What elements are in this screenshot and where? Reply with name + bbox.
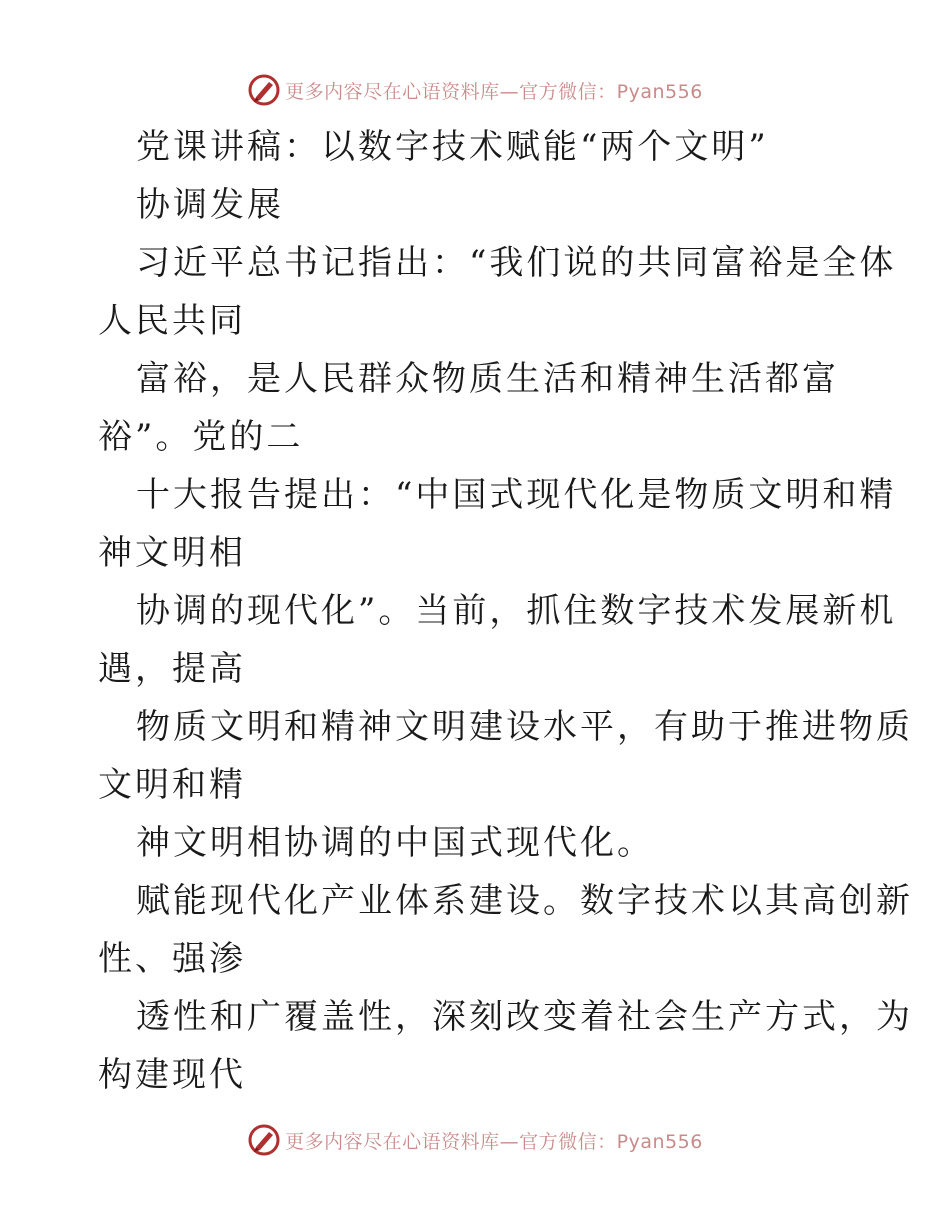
paragraph-line: 习近平总书记指出：“我们说的共同富裕是全体 bbox=[136, 243, 897, 283]
paragraph-line: 物质文明和精神文明建设水平，有助于推进物质 bbox=[136, 707, 913, 747]
paragraph-line: 富裕，是人民群众物质生活和精神生活都富 bbox=[136, 359, 839, 399]
paragraph-line: 神文明相协调的中国式现代化。 bbox=[136, 823, 654, 863]
paragraph-line: 人民共同 bbox=[98, 301, 246, 341]
document-body bbox=[98, 118, 913, 1104]
paragraph-line: 十大报告提出：“中国式现代化是物质文明和精 bbox=[136, 475, 897, 515]
footer-watermark bbox=[0, 1120, 950, 1160]
paragraph-line: 神文明相 bbox=[98, 533, 246, 573]
paragraph-line: 文明和精 bbox=[98, 765, 246, 805]
pen-logo-icon bbox=[247, 73, 281, 107]
paragraph-line: 裕”。党的二 bbox=[98, 417, 304, 457]
paragraph-line: 遇，提高 bbox=[98, 649, 246, 689]
paragraph-line: 性、强渗 bbox=[98, 939, 246, 979]
paragraph-line: 构建现代 bbox=[98, 1055, 246, 1095]
document-title-continued: 协调发展 bbox=[136, 185, 284, 225]
pen-logo-icon bbox=[247, 1123, 281, 1157]
watermark-text: 更多内容尽在心语资料库—官方微信：Pyan556 bbox=[285, 1130, 703, 1153]
paragraph-line: 协调的现代化”。当前，抓住数字技术发展新机 bbox=[136, 591, 897, 631]
watermark-text: 更多内容尽在心语资料库—官方微信：Pyan556 bbox=[285, 80, 703, 103]
document-title: 党课讲稿：以数字技术赋能“两个文明” bbox=[136, 127, 769, 167]
paragraph-line: 透性和广覆盖性，深刻改变着社会生产方式，为 bbox=[136, 997, 913, 1037]
header-watermark bbox=[0, 70, 950, 110]
paragraph-line: 赋能现代化产业体系建设。数字技术以其高创新 bbox=[136, 881, 913, 921]
